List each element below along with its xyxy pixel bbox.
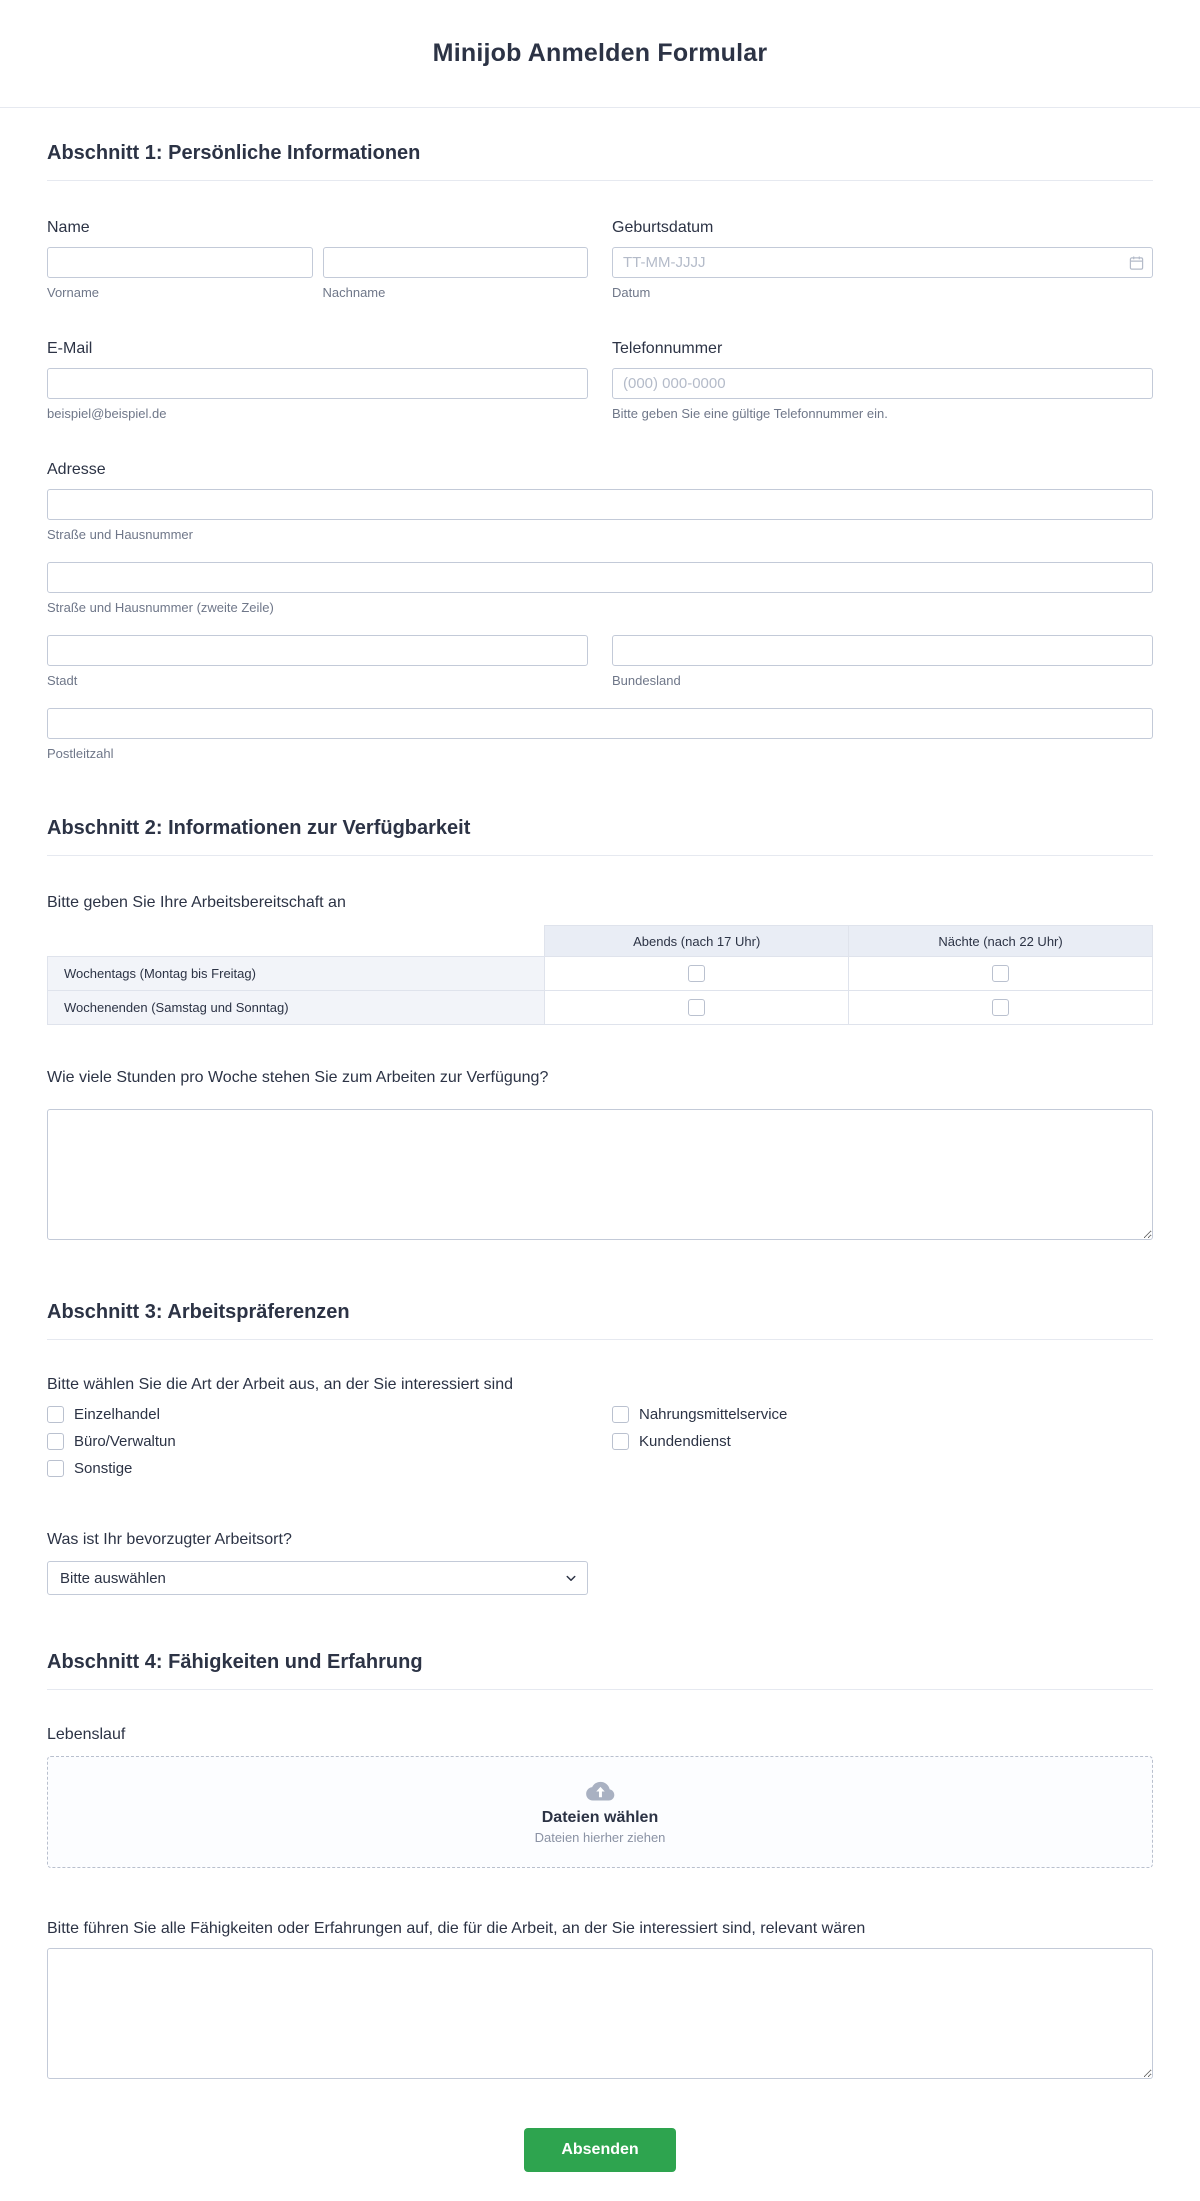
work-type-options-left xyxy=(47,1406,588,1487)
form-content xyxy=(0,142,1200,2201)
option-label: Kundendienst xyxy=(639,1433,731,1450)
name-field xyxy=(47,219,588,300)
location-field xyxy=(47,1531,1153,1595)
form-footer xyxy=(47,2128,1153,2201)
checkbox-einzelhandel[interactable] xyxy=(47,1406,64,1423)
matrix-header-row xyxy=(48,926,1153,957)
option-label: Sonstige xyxy=(74,1460,133,1477)
matrix-row-weekends xyxy=(48,991,1153,1025)
matrix-cell xyxy=(849,957,1153,991)
checkbox-kundendienst[interactable] xyxy=(612,1433,629,1450)
address-field xyxy=(47,461,1153,761)
skills-textarea[interactable] xyxy=(47,1948,1153,2079)
address-line1-input[interactable] xyxy=(47,489,1153,520)
form-header xyxy=(0,0,1200,108)
hours-label: Wie viele Stunden pro Woche stehen Sie zum Arbeiten zur Verfügung? xyxy=(47,1069,549,1086)
address-line2-sublabel: Straße und Hausnummer (zweite Zeile) xyxy=(47,600,274,615)
section4-heading: Abschnitt 4: Fähigkeiten und Erfahrung xyxy=(47,1651,1153,1690)
work-type-field xyxy=(47,1376,1153,1487)
upload-cloud-icon xyxy=(584,1780,616,1804)
work-type-options-right xyxy=(612,1406,1153,1487)
hours-textarea[interactable] xyxy=(47,1109,1153,1240)
city-state-row xyxy=(47,635,1153,688)
checkbox-sonstige[interactable] xyxy=(47,1460,64,1477)
location-select-wrap xyxy=(47,1561,588,1595)
matrix-checkbox-weekdays-nights[interactable] xyxy=(992,965,1009,982)
phone-field xyxy=(612,340,1153,421)
birthdate-field xyxy=(612,219,1153,300)
option-kundendienst xyxy=(612,1433,1153,1450)
location-label: Was ist Ihr bevorzugter Arbeitsort? xyxy=(47,1531,292,1548)
skills-field xyxy=(47,1920,1153,2084)
location-select[interactable] xyxy=(47,1561,588,1595)
matrix-checkbox-weekends-nights[interactable] xyxy=(992,999,1009,1016)
matrix-col-header-nights: Nächte (nach 22 Uhr) xyxy=(849,926,1153,957)
matrix-row-label-weekends: Wochenenden (Samstag und Sonntag) xyxy=(48,991,545,1025)
birthdate-sublabel: Datum xyxy=(612,285,651,300)
state-sublabel: Bundesland xyxy=(612,673,681,688)
first-name-sublabel: Vorname xyxy=(47,285,100,300)
option-label: Büro/Verwaltun xyxy=(74,1433,176,1450)
checkbox-buero-verwaltung[interactable] xyxy=(47,1433,64,1450)
zip-input[interactable] xyxy=(47,708,1153,739)
option-sonstige xyxy=(47,1460,588,1477)
calendar-icon[interactable] xyxy=(1129,255,1144,270)
resume-field xyxy=(47,1726,1153,1868)
birthdate-label: Geburtsdatum xyxy=(612,219,714,236)
name-inputs xyxy=(47,247,588,300)
matrix-col-header-evenings: Abends (nach 17 Uhr) xyxy=(545,926,849,957)
first-name-input[interactable] xyxy=(47,247,313,278)
email-field xyxy=(47,340,588,421)
phone-sublabel: Bitte geben Sie eine gültige Telefonnummer ein. xyxy=(612,406,888,421)
phone-label: Telefonnummer xyxy=(612,340,723,357)
matrix-row-weekdays xyxy=(48,957,1153,991)
section-skills-experience xyxy=(47,1651,1153,2084)
hours-field xyxy=(47,1069,1153,1245)
phone-input[interactable] xyxy=(612,368,1153,399)
availability-matrix-field xyxy=(47,894,1153,1025)
last-name-subfield xyxy=(323,247,589,300)
zip-sublabel: Postleitzahl xyxy=(47,746,114,761)
email-label: E-Mail xyxy=(47,340,93,357)
city-input[interactable] xyxy=(47,635,588,666)
email-input[interactable] xyxy=(47,368,588,399)
availability-matrix xyxy=(47,925,1153,1025)
matrix-checkbox-weekends-evenings[interactable] xyxy=(688,999,705,1016)
email-phone-row xyxy=(47,340,1153,421)
name-label: Name xyxy=(47,219,90,236)
address-line1-sublabel: Straße und Hausnummer xyxy=(47,527,193,542)
matrix-checkbox-weekdays-evenings[interactable] xyxy=(688,965,705,982)
work-type-label: Bitte wählen Sie die Art der Arbeit aus, an der Sie interessiert sind xyxy=(47,1376,514,1393)
state-subfield xyxy=(612,635,1153,688)
option-label: Nahrungsmittelservice xyxy=(639,1406,788,1423)
matrix-row-label-weekdays: Wochentags (Montag bis Freitag) xyxy=(48,957,545,991)
availability-matrix-label: Bitte geben Sie Ihre Arbeitsbereitschaft an xyxy=(47,894,346,911)
skills-label: Bitte führen Sie alle Fähigkeiten oder Erfahrungen auf, die für die Arbeit, an der Sie interessiert sind, relevant wären xyxy=(47,1920,866,1937)
upload-button-label: Dateien wählen xyxy=(541,1808,659,1826)
matrix-cell xyxy=(849,991,1153,1025)
upload-hint: Dateien hierher ziehen xyxy=(534,1829,666,1845)
option-einzelhandel xyxy=(47,1406,588,1423)
file-upload-dropzone[interactable] xyxy=(47,1756,1153,1868)
city-sublabel: Stadt xyxy=(47,673,78,688)
matrix-corner-cell xyxy=(48,926,545,957)
work-type-options xyxy=(47,1406,1153,1487)
form-title: Minijob Anmelden Formular xyxy=(432,39,768,67)
first-name-subfield xyxy=(47,247,313,300)
section-personal-info xyxy=(47,142,1153,761)
submit-button[interactable]: Absenden xyxy=(524,2128,675,2172)
birthdate-input[interactable] xyxy=(612,247,1153,278)
address-line2-input[interactable] xyxy=(47,562,1153,593)
section-work-preferences xyxy=(47,1301,1153,1595)
section2-heading: Abschnitt 2: Informationen zur Verfügbarkeit xyxy=(47,817,1153,856)
option-buero-verwaltung xyxy=(47,1433,588,1450)
name-birthdate-row xyxy=(47,219,1153,300)
checkbox-nahrungsmittelservice[interactable] xyxy=(612,1406,629,1423)
last-name-input[interactable] xyxy=(323,247,589,278)
address-label: Adresse xyxy=(47,461,106,478)
matrix-cell xyxy=(545,957,849,991)
birthdate-input-wrap xyxy=(612,247,1153,278)
email-sublabel: beispiel@beispiel.de xyxy=(47,406,167,421)
resume-label: Lebenslauf xyxy=(47,1726,126,1743)
option-label: Einzelhandel xyxy=(74,1406,160,1423)
state-input[interactable] xyxy=(612,635,1153,666)
option-nahrungsmittelservice xyxy=(612,1406,1153,1423)
section-availability xyxy=(47,817,1153,1245)
last-name-sublabel: Nachname xyxy=(322,285,386,300)
section3-heading: Abschnitt 3: Arbeitspräferenzen xyxy=(47,1301,1153,1340)
city-subfield xyxy=(47,635,588,688)
section1-heading: Abschnitt 1: Persönliche Informationen xyxy=(47,142,1153,181)
matrix-cell xyxy=(545,991,849,1025)
